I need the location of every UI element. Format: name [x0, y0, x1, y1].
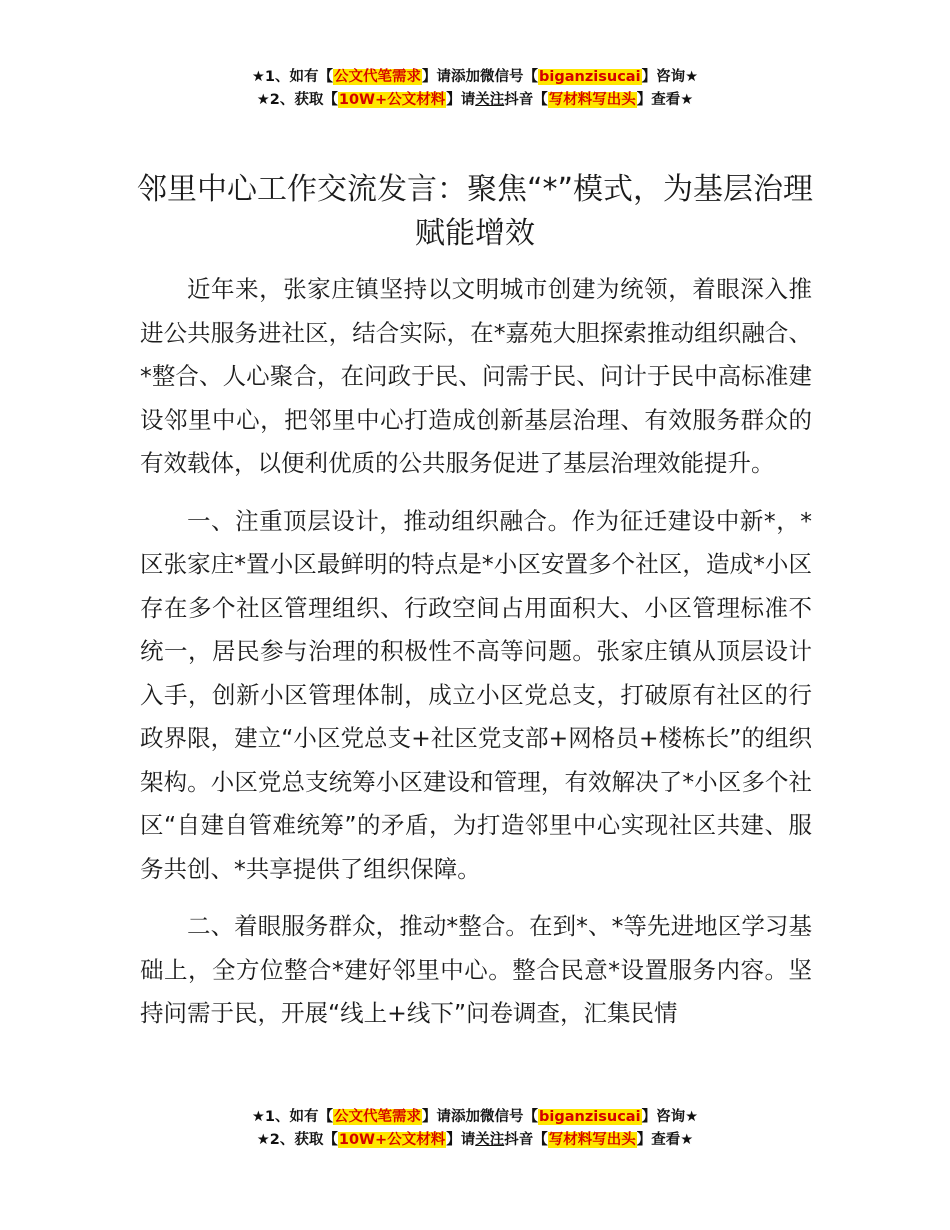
star-icon: ★ — [256, 92, 270, 108]
banner-text: 2、获取【 — [269, 1132, 338, 1148]
footer-banner — [0, 1106, 950, 1152]
banner-text: 1、如有【 — [264, 69, 334, 85]
highlight-service: 公文代笔需求 — [334, 1109, 422, 1125]
paragraph-intro: 近年来，张家庄镇坚持以文明城市创建为统领，着眼深入推进公共服务进社区，结合实际，在*嘉苑大胆探索推动组织融合、*整合、人心聚合，在问政于民、问需于民、问计于民中高标准建设邻里中心，把邻里中心打造成创新基层治理、有效服务群众的有效载体，以便利优质的公共服务促进了基层治理效能提升。 — [140, 275, 812, 477]
banner-text: 1、如有【 — [264, 1109, 334, 1125]
highlight-materials: 10W+公文材料 — [338, 1132, 446, 1148]
banner-text: 】查看★ — [636, 1132, 694, 1148]
paragraph-section-1: 一、注重顶层设计，推动组织融合。作为征迁建设中新*，*区张家庄*置小区最鲜明的特点是*小区安置多个社区，造成*小区存在多个社区管理组织、行政空间占用面积大、小区管理标准不统一，居民参与治理的积极性不高等问题。张家庄镇从顶层设计入手，创新小区管理体制，成立小区党总支，打破原有社区的行政界限，建立“小区党总支+社区党支部+网格员+楼栋长”的组织架构。小区党总支统筹小区建设和管理，有效解决了*小区多个社区“自建自管难统筹”的矛盾，为打造邻里中心实现社区共建、服务共创、*共享提供了组织保障。 — [140, 506, 812, 883]
banner-text: 】查看★ — [636, 92, 694, 108]
banner-text: 抖音【 — [504, 92, 548, 108]
document-body — [140, 268, 812, 1036]
highlight-wechat-id: biganzisucai — [539, 69, 641, 85]
star-icon: ★ — [251, 69, 265, 85]
highlight-service: 公文代笔需求 — [334, 69, 422, 85]
banner-text: 抖音【 — [504, 1132, 548, 1148]
document-title: 邻里中心工作交流发言：聚焦“*”模式，为基层治理赋能增效 — [136, 172, 814, 251]
banner-line-2 — [0, 89, 950, 112]
highlight-wechat-id: biganzisucai — [539, 1109, 641, 1125]
underlined-follow: 关注 — [475, 1132, 505, 1148]
star-icon: ★ — [256, 1132, 270, 1148]
banner-text: 】请 — [446, 92, 476, 108]
header-banner — [0, 66, 950, 112]
banner-text: 】请 — [446, 1132, 476, 1148]
banner-text: 2、获取【 — [269, 92, 338, 108]
banner-text: 】请添加微信号【 — [422, 69, 539, 85]
banner-line-1 — [0, 1106, 950, 1129]
paragraph-section-2: 二、着眼服务群众，推动*整合。在到*、*等先进地区学习基础上，全方位整合*建好邻里中心。整合民意*设置服务内容。坚持问需于民，开展“线上+线下”问卷调查，汇集民情 — [140, 912, 812, 1027]
banner-text: 】咨询★ — [641, 69, 699, 85]
banner-line-2 — [0, 1129, 950, 1152]
star-icon: ★ — [251, 1109, 265, 1125]
banner-line-1 — [0, 66, 950, 89]
highlight-douyin-account: 写材料写出头 — [548, 1132, 636, 1148]
underlined-follow: 关注 — [475, 92, 505, 108]
highlight-douyin-account: 写材料写出头 — [548, 92, 636, 108]
banner-text: 】咨询★ — [641, 1109, 699, 1125]
banner-text: 】请添加微信号【 — [422, 1109, 539, 1125]
highlight-materials: 10W+公文材料 — [338, 92, 446, 108]
